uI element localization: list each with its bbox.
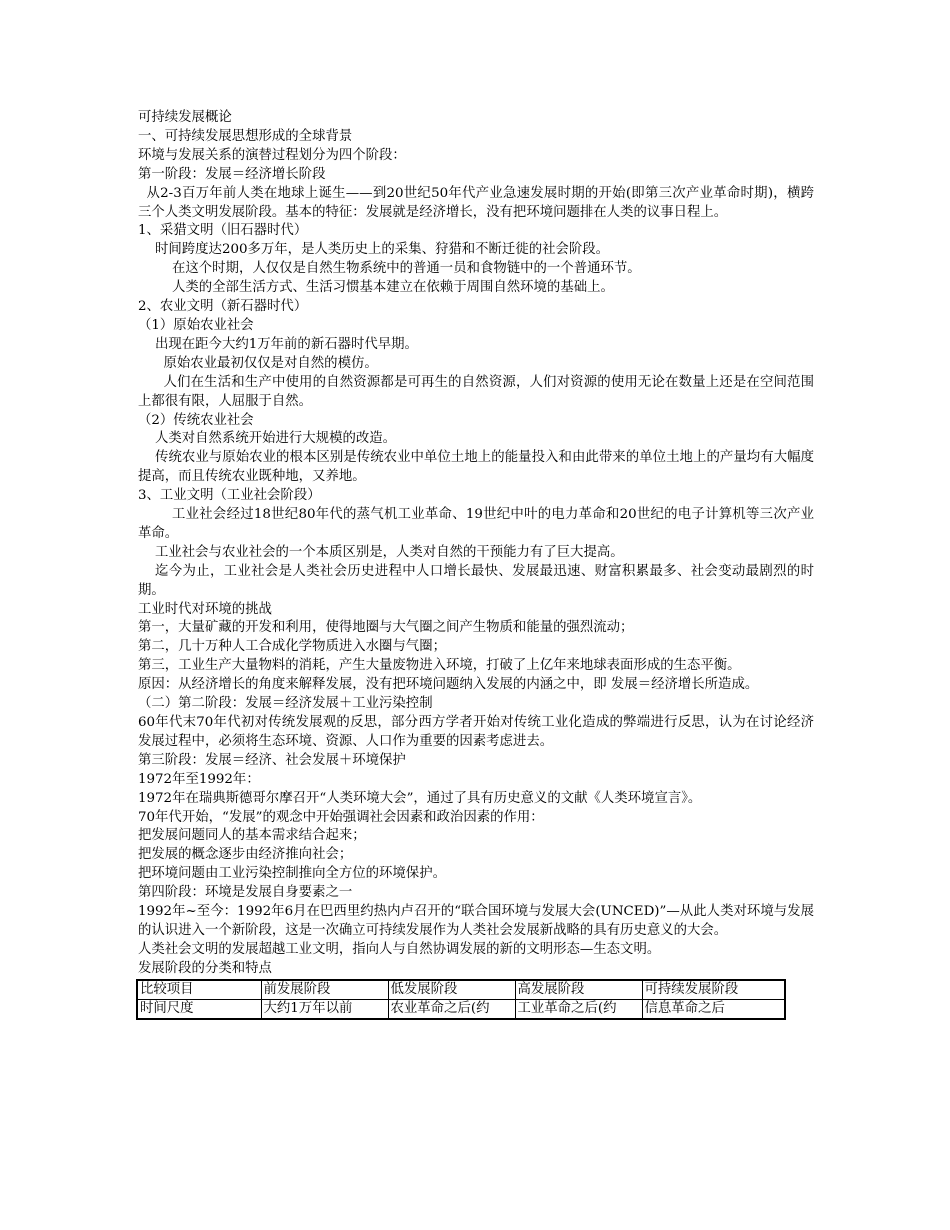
table-cell: 时间尺度 — [137, 999, 261, 1019]
paragraph: 时间跨度达200多万年，是人类历史上的采集、狩猎和不断迁徙的社会阶段。 — [155, 242, 610, 258]
paragraph: 把环境问题由工业污染控制推向全方位的环境保护。 — [138, 866, 446, 882]
paragraph: 迄今为止，工业社会是人类社会历史进程中人口增长最快、发展最迅速、财富积累最多、社会变动最剧烈的时期。 — [138, 563, 814, 598]
paragraph: 工业社会与农业社会的一个本质区别是，人类对自然的干预能力有了巨大提高。 — [155, 544, 624, 560]
table-cell: 大约1万年以前 — [261, 999, 388, 1019]
paragraph: 60年代末70年代初对传统发展观的反思，部分西方学者开始对传统工业化造成的弊端进行反思，认为在讨论经济发展过程中，必须将生态环境、资源、人口作为重要的因素考虑进去。 — [138, 715, 814, 749]
paragraph: 第一，大量矿藏的开发和利用，使得地圈与大气圈之间产生物质和能量的强烈流动； — [138, 620, 634, 636]
paragraph: 把发展的概念逐步由经济推向社会； — [138, 847, 353, 863]
table-row — [137, 999, 785, 1019]
paragraph: 第三阶段：发展＝经济、社会发展＋环境保护 — [138, 752, 406, 768]
table-header-cell: 高发展阶段 — [515, 980, 642, 1000]
table-header-cell: 比较项目 — [137, 980, 261, 1000]
table-caption: 发展阶段的分类和特点 — [138, 960, 272, 976]
paragraph: 第四阶段：环境是发展自身要素之一 — [138, 885, 353, 901]
paragraph: 人们在生活和生产中使用的自然资源都是可再生的自然资源，人们对资源的使用无论在数量上还是在空间范围上都很有限，人屈服于自然。 — [138, 374, 814, 409]
document-body — [138, 128, 814, 960]
paragraph: （二）第二阶段：发展＝经济发展＋工业污染控制 — [138, 696, 433, 712]
paragraph: 第三，工业生产大量物料的消耗，产生大量废物进入环境，打破了上亿年来地球表面形成的生态平衡。 — [138, 658, 741, 674]
paragraph: 1972年在瑞典斯德哥尔摩召开“人类环境大会”，通过了具有历史意义的文献《人类环境宣言》。 — [138, 790, 702, 806]
paragraph: 人类对自然系统开始进行大规模的改造。 — [155, 431, 397, 447]
paragraph: 一、可持续发展思想形成的全球背景 — [138, 128, 353, 144]
table-cell: 农业革命之后(约 — [388, 999, 515, 1019]
paragraph: 工业社会经过18世纪80年代的蒸气机工业革命、19世纪中叶的电力革命和20世纪的电子计算机等三次产业革命。 — [138, 507, 814, 541]
paragraph: （2）传统农业社会 — [138, 412, 254, 428]
paragraph: 1972年至1992年： — [138, 771, 260, 787]
paragraph: 原始农业最初仅仅是对自然的模仿。 — [163, 355, 378, 371]
paragraph: （1）原始农业社会 — [138, 317, 254, 333]
paragraph: 人类的全部生活方式、生活习惯基本建立在依赖于周围自然环境的基础上。 — [172, 280, 614, 296]
table-header-cell: 低发展阶段 — [388, 980, 515, 1000]
paragraph: 工业时代对环境的挑战 — [138, 601, 272, 617]
document-page — [138, 109, 814, 1020]
paragraph: 3、工业文明（工业社会阶段） — [138, 488, 321, 504]
paragraph: 在这个时期，人仅仅是自然生物系统中的普通一员和食物链中的一个普通环节。 — [172, 261, 641, 277]
table-header-row — [137, 980, 785, 1000]
paragraph: 人类社会文明的发展超越工业文明，指向人与自然协调发展的新的文明形态—生态文明。 — [138, 941, 661, 957]
paragraph: 把发展问题同人的基本需求结合起来； — [138, 828, 366, 844]
paragraph: 第二，几十万种人工合成化学物质进入水圈与气圈； — [138, 639, 446, 655]
paragraph: 70年代开始，“发展”的观念中开始强调社会因素和政治因素的作用： — [138, 809, 544, 825]
paragraph: 传统农业与原始农业的根本区别是传统农业中单位土地上的能量投入和由此带来的单位土地上的产量均有大幅度提高，而且传统农业既种地，又养地。 — [138, 450, 814, 485]
paragraph: 环境与发展关系的演替过程划分为四个阶段： — [138, 147, 406, 163]
paragraph: 原因：从经济增长的角度来解释发展，没有把环境问题纳入发展的内涵之中，即 发展＝经济增长所造成。 — [138, 677, 759, 693]
table-cell: 工业革命之后(约 — [515, 999, 642, 1019]
paragraph: 出现在距今大约1万年前的新石器时代早期。 — [155, 336, 418, 352]
table-cell: 信息革命之后 — [642, 999, 785, 1019]
table-header-cell: 前发展阶段 — [261, 980, 388, 1000]
paragraph: 1992年~至今：1992年6月在巴西里约热内卢召开的“联合国环境与发展大会(UNCED)”—从此人类对环境与发展的认识进入一个新阶段，这是一次确立可持续发展作为人类社会发展新战略的具有历史意义的大会。 — [138, 904, 814, 938]
paragraph: 2、农业文明（新石器时代） — [138, 299, 308, 315]
comparison-table — [136, 979, 786, 1020]
paragraph: 1、采猎文明（旧石器时代） — [138, 223, 308, 239]
document-title: 可持续发展概论 — [138, 110, 232, 125]
table-header-cell: 可持续发展阶段 — [642, 980, 785, 1000]
paragraph: 第一阶段：发展＝经济增长阶段 — [138, 166, 326, 182]
paragraph: 从2-3百万年前人类在地球上诞生——到20世纪50年代产业急速发展时期的开始(即第三次产业革命时期)，横跨三个人类文明发展阶段。基本的特征：发展就是经济增长，没有把环境问题排在人类的议事日程上。 — [138, 185, 814, 220]
